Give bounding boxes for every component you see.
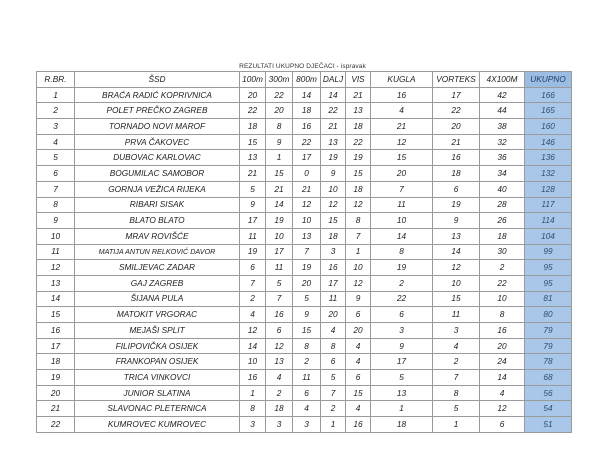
100m-cell: 4 <box>240 307 266 323</box>
vorteks-cell: 9 <box>433 213 480 229</box>
4x100m-cell: 32 <box>480 134 525 150</box>
rank-cell: 18 <box>37 354 75 370</box>
dalj-cell: 5 <box>321 370 346 386</box>
300m-cell: 14 <box>266 197 293 213</box>
kugla-cell: 18 <box>371 417 433 433</box>
rank-cell: 7 <box>37 181 75 197</box>
dalj-cell: 15 <box>321 213 346 229</box>
vis-cell: 7 <box>346 228 371 244</box>
club-cell: GAJ ZAGREB <box>75 275 240 291</box>
ukupno-cell: 99 <box>525 244 572 260</box>
table-row <box>37 244 572 260</box>
vis-cell: 4 <box>346 338 371 354</box>
kugla-cell: 13 <box>371 385 433 401</box>
vorteks-cell: 17 <box>433 87 480 103</box>
rank-cell: 19 <box>37 370 75 386</box>
kugla-cell: 8 <box>371 244 433 260</box>
club-cell: GORNJA VEŽICA RIJEKA <box>75 181 240 197</box>
ukupno-cell: 95 <box>525 260 572 276</box>
table-row <box>37 370 572 386</box>
100m-cell: 19 <box>240 244 266 260</box>
vis-cell: 18 <box>346 181 371 197</box>
header-row <box>37 72 572 88</box>
300m-cell: 22 <box>266 87 293 103</box>
100m-cell: 18 <box>240 119 266 135</box>
vorteks-cell: 20 <box>433 119 480 135</box>
header-800m: 800m <box>293 72 321 88</box>
ukupno-cell: 78 <box>525 354 572 370</box>
4x100m-cell: 36 <box>480 150 525 166</box>
vorteks-cell: 1 <box>433 417 480 433</box>
800m-cell: 17 <box>293 150 321 166</box>
vis-cell: 20 <box>346 323 371 339</box>
kugla-cell: 11 <box>371 197 433 213</box>
kugla-cell: 3 <box>371 323 433 339</box>
300m-cell: 8 <box>266 119 293 135</box>
header-vorteks: VORTEKS <box>433 72 480 88</box>
100m-cell: 20 <box>240 87 266 103</box>
100m-cell: 15 <box>240 134 266 150</box>
rank-cell: 20 <box>37 385 75 401</box>
300m-cell: 3 <box>266 417 293 433</box>
300m-cell: 21 <box>266 181 293 197</box>
ukupno-cell: 160 <box>525 119 572 135</box>
vorteks-cell: 4 <box>433 338 480 354</box>
table-row <box>37 166 572 182</box>
club-cell: MATOKIT VRGORAC <box>75 307 240 323</box>
table-row <box>37 87 572 103</box>
rank-cell: 16 <box>37 323 75 339</box>
800m-cell: 11 <box>293 370 321 386</box>
dalj-cell: 3 <box>321 244 346 260</box>
800m-cell: 3 <box>293 417 321 433</box>
rank-cell: 6 <box>37 166 75 182</box>
300m-cell: 19 <box>266 213 293 229</box>
dalj-cell: 19 <box>321 150 346 166</box>
club-cell: FILIPOVIČKA OSIJEK <box>75 338 240 354</box>
table-row <box>37 338 572 354</box>
vis-cell: 4 <box>346 354 371 370</box>
table-row <box>37 275 572 291</box>
vorteks-cell: 15 <box>433 291 480 307</box>
vis-cell: 22 <box>346 134 371 150</box>
dalj-cell: 16 <box>321 260 346 276</box>
100m-cell: 14 <box>240 338 266 354</box>
300m-cell: 16 <box>266 307 293 323</box>
rank-cell: 12 <box>37 260 75 276</box>
kugla-cell: 17 <box>371 354 433 370</box>
300m-cell: 1 <box>266 150 293 166</box>
4x100m-cell: 38 <box>480 119 525 135</box>
table-row <box>37 417 572 433</box>
header-kugla: KUGLA <box>371 72 433 88</box>
vis-cell: 21 <box>346 87 371 103</box>
4x100m-cell: 2 <box>480 260 525 276</box>
table-row <box>37 150 572 166</box>
club-cell: BOGUMILAC SAMOBOR <box>75 166 240 182</box>
dalj-cell: 17 <box>321 275 346 291</box>
800m-cell: 12 <box>293 197 321 213</box>
800m-cell: 5 <box>293 291 321 307</box>
table-row <box>37 291 572 307</box>
800m-cell: 22 <box>293 134 321 150</box>
club-cell: PRVA ČAKOVEC <box>75 134 240 150</box>
800m-cell: 15 <box>293 323 321 339</box>
kugla-cell: 7 <box>371 181 433 197</box>
rank-cell: 1 <box>37 87 75 103</box>
4x100m-cell: 8 <box>480 307 525 323</box>
100m-cell: 9 <box>240 197 266 213</box>
ukupno-cell: 166 <box>525 87 572 103</box>
300m-cell: 13 <box>266 354 293 370</box>
ukupno-cell: 56 <box>525 385 572 401</box>
vis-cell: 15 <box>346 385 371 401</box>
dalj-cell: 7 <box>321 385 346 401</box>
300m-cell: 4 <box>266 370 293 386</box>
vis-cell: 6 <box>346 370 371 386</box>
table-row <box>37 134 572 150</box>
dalj-cell: 10 <box>321 181 346 197</box>
rank-cell: 4 <box>37 134 75 150</box>
vis-cell: 10 <box>346 260 371 276</box>
300m-cell: 6 <box>266 323 293 339</box>
vorteks-cell: 10 <box>433 275 480 291</box>
4x100m-cell: 18 <box>480 228 525 244</box>
club-cell: POLET PREČKO ZAGREB <box>75 103 240 119</box>
dalj-cell: 14 <box>321 87 346 103</box>
dalj-cell: 1 <box>321 417 346 433</box>
club-cell: MRAV ROVIŠĆE <box>75 228 240 244</box>
4x100m-cell: 30 <box>480 244 525 260</box>
table-row <box>37 307 572 323</box>
ukupno-cell: 114 <box>525 213 572 229</box>
vorteks-cell: 16 <box>433 150 480 166</box>
4x100m-cell: 42 <box>480 87 525 103</box>
ukupno-cell: 132 <box>525 166 572 182</box>
kugla-cell: 21 <box>371 119 433 135</box>
vorteks-cell: 3 <box>433 323 480 339</box>
100m-cell: 6 <box>240 260 266 276</box>
vorteks-cell: 11 <box>433 307 480 323</box>
ukupno-cell: 104 <box>525 228 572 244</box>
table-row <box>37 181 572 197</box>
dalj-cell: 9 <box>321 166 346 182</box>
300m-cell: 20 <box>266 103 293 119</box>
kugla-cell: 22 <box>371 291 433 307</box>
rank-cell: 2 <box>37 103 75 119</box>
4x100m-cell: 28 <box>480 197 525 213</box>
ukupno-cell: 81 <box>525 291 572 307</box>
100m-cell: 5 <box>240 181 266 197</box>
800m-cell: 10 <box>293 213 321 229</box>
header-ssd: ŠSD <box>75 72 240 88</box>
100m-cell: 10 <box>240 354 266 370</box>
kugla-cell: 10 <box>371 213 433 229</box>
table-row <box>37 323 572 339</box>
kugla-cell: 5 <box>371 370 433 386</box>
100m-cell: 2 <box>240 291 266 307</box>
club-cell: SMILJEVAC ZADAR <box>75 260 240 276</box>
800m-cell: 20 <box>293 275 321 291</box>
4x100m-cell: 16 <box>480 323 525 339</box>
rank-cell: 8 <box>37 197 75 213</box>
300m-cell: 18 <box>266 401 293 417</box>
table-row <box>37 401 572 417</box>
club-cell: BRAĆA RADIĆ KOPRIVNICA <box>75 87 240 103</box>
300m-cell: 17 <box>266 244 293 260</box>
table-row <box>37 197 572 213</box>
800m-cell: 7 <box>293 244 321 260</box>
club-cell: KUMROVEC KUMROVEC <box>75 417 240 433</box>
dalj-cell: 11 <box>321 291 346 307</box>
ukupno-cell: 68 <box>525 370 572 386</box>
800m-cell: 0 <box>293 166 321 182</box>
club-cell: ŠIJANA PULA <box>75 291 240 307</box>
vorteks-cell: 13 <box>433 228 480 244</box>
100m-cell: 8 <box>240 401 266 417</box>
300m-cell: 15 <box>266 166 293 182</box>
dalj-cell: 22 <box>321 103 346 119</box>
dalj-cell: 20 <box>321 307 346 323</box>
dalj-cell: 4 <box>321 323 346 339</box>
header-rbr: R.BR. <box>37 72 75 88</box>
100m-cell: 12 <box>240 323 266 339</box>
ukupno-cell: 136 <box>525 150 572 166</box>
4x100m-cell: 20 <box>480 338 525 354</box>
kugla-cell: 20 <box>371 166 433 182</box>
rank-cell: 13 <box>37 275 75 291</box>
4x100m-cell: 10 <box>480 291 525 307</box>
rank-cell: 21 <box>37 401 75 417</box>
table-row <box>37 228 572 244</box>
100m-cell: 22 <box>240 103 266 119</box>
4x100m-cell: 44 <box>480 103 525 119</box>
kugla-cell: 2 <box>371 275 433 291</box>
300m-cell: 12 <box>266 338 293 354</box>
results-table <box>36 71 572 433</box>
100m-cell: 11 <box>240 228 266 244</box>
header-vis: VIS <box>346 72 371 88</box>
vorteks-cell: 6 <box>433 181 480 197</box>
club-cell: SLAVONAC PLETERNICA <box>75 401 240 417</box>
300m-cell: 7 <box>266 291 293 307</box>
vis-cell: 15 <box>346 166 371 182</box>
vorteks-cell: 21 <box>433 134 480 150</box>
vis-cell: 9 <box>346 291 371 307</box>
vis-cell: 1 <box>346 244 371 260</box>
vorteks-cell: 2 <box>433 354 480 370</box>
page-title: REZULTATI UKUPNO DJEČACI - ispravak <box>239 63 366 70</box>
800m-cell: 19 <box>293 260 321 276</box>
ukupno-cell: 146 <box>525 134 572 150</box>
100m-cell: 16 <box>240 370 266 386</box>
800m-cell: 13 <box>293 228 321 244</box>
dalj-cell: 12 <box>321 197 346 213</box>
kugla-cell: 1 <box>371 401 433 417</box>
dalj-cell: 8 <box>321 338 346 354</box>
rank-cell: 3 <box>37 119 75 135</box>
300m-cell: 2 <box>266 385 293 401</box>
dalj-cell: 13 <box>321 134 346 150</box>
kugla-cell: 14 <box>371 228 433 244</box>
100m-cell: 13 <box>240 150 266 166</box>
4x100m-cell: 14 <box>480 370 525 386</box>
vis-cell: 8 <box>346 213 371 229</box>
table-row <box>37 119 572 135</box>
800m-cell: 16 <box>293 119 321 135</box>
vis-cell: 12 <box>346 275 371 291</box>
kugla-cell: 9 <box>371 338 433 354</box>
club-cell: RIBARI SISAK <box>75 197 240 213</box>
vorteks-cell: 12 <box>433 260 480 276</box>
header-100m: 100m <box>240 72 266 88</box>
rank-cell: 9 <box>37 213 75 229</box>
4x100m-cell: 6 <box>480 417 525 433</box>
ukupno-cell: 95 <box>525 275 572 291</box>
vorteks-cell: 14 <box>433 244 480 260</box>
club-cell: TORNADO NOVI MAROF <box>75 119 240 135</box>
rank-cell: 22 <box>37 417 75 433</box>
kugla-cell: 16 <box>371 87 433 103</box>
kugla-cell: 12 <box>371 134 433 150</box>
4x100m-cell: 34 <box>480 166 525 182</box>
dalj-cell: 18 <box>321 228 346 244</box>
kugla-cell: 19 <box>371 260 433 276</box>
ukupno-cell: 51 <box>525 417 572 433</box>
300m-cell: 11 <box>266 260 293 276</box>
vis-cell: 19 <box>346 150 371 166</box>
100m-cell: 1 <box>240 385 266 401</box>
rank-cell: 17 <box>37 338 75 354</box>
vorteks-cell: 19 <box>433 197 480 213</box>
800m-cell: 14 <box>293 87 321 103</box>
table-row <box>37 354 572 370</box>
vis-cell: 4 <box>346 401 371 417</box>
header-4x100m: 4X100M <box>480 72 525 88</box>
100m-cell: 17 <box>240 213 266 229</box>
800m-cell: 8 <box>293 338 321 354</box>
300m-cell: 10 <box>266 228 293 244</box>
rank-cell: 14 <box>37 291 75 307</box>
ukupno-cell: 128 <box>525 181 572 197</box>
vorteks-cell: 18 <box>433 166 480 182</box>
header-ukupno: UKUPNO <box>525 72 572 88</box>
club-cell: BLATO BLATO <box>75 213 240 229</box>
800m-cell: 2 <box>293 354 321 370</box>
club-cell: TRICA VINKOVCI <box>75 370 240 386</box>
vis-cell: 13 <box>346 103 371 119</box>
800m-cell: 4 <box>293 401 321 417</box>
club-cell: MATIJA ANTUN RELKOVIĆ DAVOR <box>75 244 240 260</box>
800m-cell: 9 <box>293 307 321 323</box>
vis-cell: 12 <box>346 197 371 213</box>
dalj-cell: 21 <box>321 119 346 135</box>
800m-cell: 6 <box>293 385 321 401</box>
300m-cell: 5 <box>266 275 293 291</box>
4x100m-cell: 22 <box>480 275 525 291</box>
table-row <box>37 385 572 401</box>
800m-cell: 21 <box>293 181 321 197</box>
rank-cell: 15 <box>37 307 75 323</box>
100m-cell: 3 <box>240 417 266 433</box>
ukupno-cell: 165 <box>525 103 572 119</box>
vorteks-cell: 22 <box>433 103 480 119</box>
rank-cell: 5 <box>37 150 75 166</box>
table-row <box>37 260 572 276</box>
rank-cell: 10 <box>37 228 75 244</box>
4x100m-cell: 4 <box>480 385 525 401</box>
kugla-cell: 15 <box>371 150 433 166</box>
ukupno-cell: 79 <box>525 323 572 339</box>
header-dalj: DALJ <box>321 72 346 88</box>
ukupno-cell: 54 <box>525 401 572 417</box>
header-300m: 300m <box>266 72 293 88</box>
4x100m-cell: 26 <box>480 213 525 229</box>
800m-cell: 18 <box>293 103 321 119</box>
vorteks-cell: 5 <box>433 401 480 417</box>
rank-cell: 11 <box>37 244 75 260</box>
kugla-cell: 4 <box>371 103 433 119</box>
vis-cell: 6 <box>346 307 371 323</box>
kugla-cell: 6 <box>371 307 433 323</box>
club-cell: JUNIOR SLATINA <box>75 385 240 401</box>
vis-cell: 18 <box>346 119 371 135</box>
table-row <box>37 103 572 119</box>
4x100m-cell: 40 <box>480 181 525 197</box>
club-cell: FRANKOPAN OSIJEK <box>75 354 240 370</box>
vis-cell: 16 <box>346 417 371 433</box>
table-row <box>37 213 572 229</box>
4x100m-cell: 12 <box>480 401 525 417</box>
dalj-cell: 6 <box>321 354 346 370</box>
vorteks-cell: 7 <box>433 370 480 386</box>
ukupno-cell: 117 <box>525 197 572 213</box>
dalj-cell: 2 <box>321 401 346 417</box>
vorteks-cell: 8 <box>433 385 480 401</box>
club-cell: MEJAŠI SPLIT <box>75 323 240 339</box>
4x100m-cell: 24 <box>480 354 525 370</box>
ukupno-cell: 80 <box>525 307 572 323</box>
club-cell: DUBOVAC KARLOVAC <box>75 150 240 166</box>
100m-cell: 7 <box>240 275 266 291</box>
300m-cell: 9 <box>266 134 293 150</box>
ukupno-cell: 79 <box>525 338 572 354</box>
100m-cell: 21 <box>240 166 266 182</box>
